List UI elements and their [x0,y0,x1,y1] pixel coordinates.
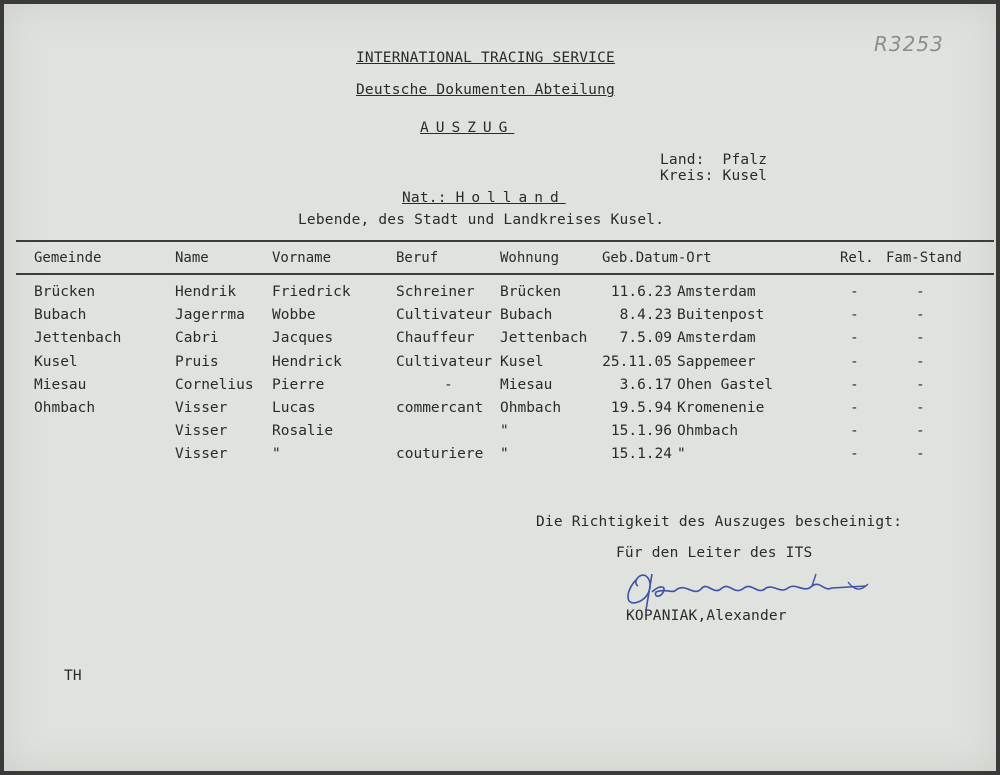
table-cell: Sappemeer [677,353,756,370]
table-cell: commercant [396,400,484,416]
table-cell: Rosalie [272,423,334,440]
table-cell: Cultivateur [396,353,493,370]
signer-name: KOPANIAK,Alexander [626,608,787,624]
table-cell: 15.1.96 [610,423,672,440]
table-cell: couturiere [396,446,484,463]
table-cell: - [850,423,859,440]
table-cell: " [500,423,509,440]
for-leader-text: Für den Leiter des ITS [616,545,813,561]
certification-text: Die Richtigkeit des Auszuges bescheinigt: [536,514,903,530]
table-cell: - [916,330,925,347]
table-cell: - [850,307,859,324]
table-cell: - [850,353,859,370]
table-cell: Chauffeur [396,330,475,347]
table-cell: Bubach [34,307,87,324]
table-cell: Wobbe [272,307,316,324]
table-cell: Schreiner [396,284,475,300]
table-header-rule [16,273,994,275]
table-cell: - [916,376,925,393]
subtitle: Lebende, des Stadt und Landkreises Kusel. [298,212,665,228]
table-cell: 19.5.94 [610,400,672,416]
table-cell: 15.1.24 [610,446,672,463]
kreis-label: Kreis: [660,168,714,184]
column-header-rel: Rel. [840,250,874,266]
column-header-beruf: Beruf [396,250,439,266]
table-cell: Visser [175,400,228,416]
table-cell: 8.4.23 [619,307,672,324]
table-cell: Amsterdam [677,330,756,347]
table-cell: - [850,400,859,416]
table-cell: Bubach [500,307,553,324]
column-header-vorname: Vorname [272,250,332,266]
table-cell: - [916,446,925,463]
table-cell: Amsterdam [677,284,756,300]
initials: TH [64,668,82,684]
table-cell: " [500,446,509,463]
land-line [660,152,767,168]
table-cell: 11.6.23 [610,284,672,300]
table-cell: - [916,284,925,300]
table-cell: Jettenbach [500,330,588,347]
table-cell: Cultivateur [396,307,493,324]
table-cell: Ohmbach [677,423,739,440]
column-header-name: Name [175,250,209,266]
document-sheet [4,4,996,771]
department-name: Deutsche Dokumenten Abteilung [356,82,615,98]
table-cell: - [916,307,925,324]
table-cell: Ohmbach [500,400,562,416]
column-header-gemeinde: Gemeinde [34,250,102,266]
table-cell: - [850,446,859,463]
table-cell: 25.11.05 [602,353,672,370]
table-cell: 3.6.17 [619,376,672,393]
land-value: Pfalz [722,152,768,168]
kreis-value: Kusel [722,168,768,184]
nationality-label: Nat.: [402,190,447,206]
table-cell: Ohen Gastel [677,376,774,393]
table-top-rule [16,240,994,242]
table-cell: - [916,353,925,370]
table-cell: Pruis [175,353,219,370]
table-cell: - [444,376,453,393]
table-cell: Hendrick [272,353,342,370]
table-cell: Visser [175,423,228,440]
nationality-line [402,190,566,206]
table-cell: Visser [175,446,228,463]
nationality-value: Holland [455,190,566,206]
table-cell: Friedrick [272,284,351,300]
table-cell: Kromenenie [677,400,765,416]
table-cell: Buitenpost [677,307,765,324]
table-cell: Jacques [272,330,334,347]
column-header-fam-stand: Fam-Stand [886,250,962,266]
table-cell: - [916,423,925,440]
document-title: INTERNATIONAL TRACING SERVICE [356,50,615,66]
kreis-line [660,168,767,184]
document-heading: AUSZUG [420,120,515,136]
table-cell: Jettenbach [34,330,122,347]
table-cell: Kusel [34,353,78,370]
table-cell: Pierre [272,376,325,393]
table-cell: Hendrik [175,284,237,300]
table-cell: Miesau [500,376,553,393]
table-cell: - [850,330,859,347]
table-cell: Miesau [34,376,87,393]
table-cell: Brücken [34,284,96,300]
table-cell: Cabri [175,330,219,347]
land-label: Land: [660,152,705,168]
table-cell: Kusel [500,353,544,370]
table-cell: " [272,446,281,463]
table-cell: - [850,284,859,300]
table-cell: Ohmbach [34,400,96,416]
table-cell: Brücken [500,284,562,300]
table-cell: - [850,376,859,393]
table-cell: - [916,400,925,416]
table-cell: " [677,446,686,463]
table-cell: 7.5.09 [619,330,672,347]
reference-number: R3253 [874,32,944,56]
column-header-geb-datum-ort: Geb.Datum-Ort [602,250,712,266]
table-cell: Jagerrma [175,307,245,324]
column-header-wohnung: Wohnung [500,250,560,266]
table-cell: Cornelius [175,376,254,393]
table-cell: Lucas [272,400,316,416]
